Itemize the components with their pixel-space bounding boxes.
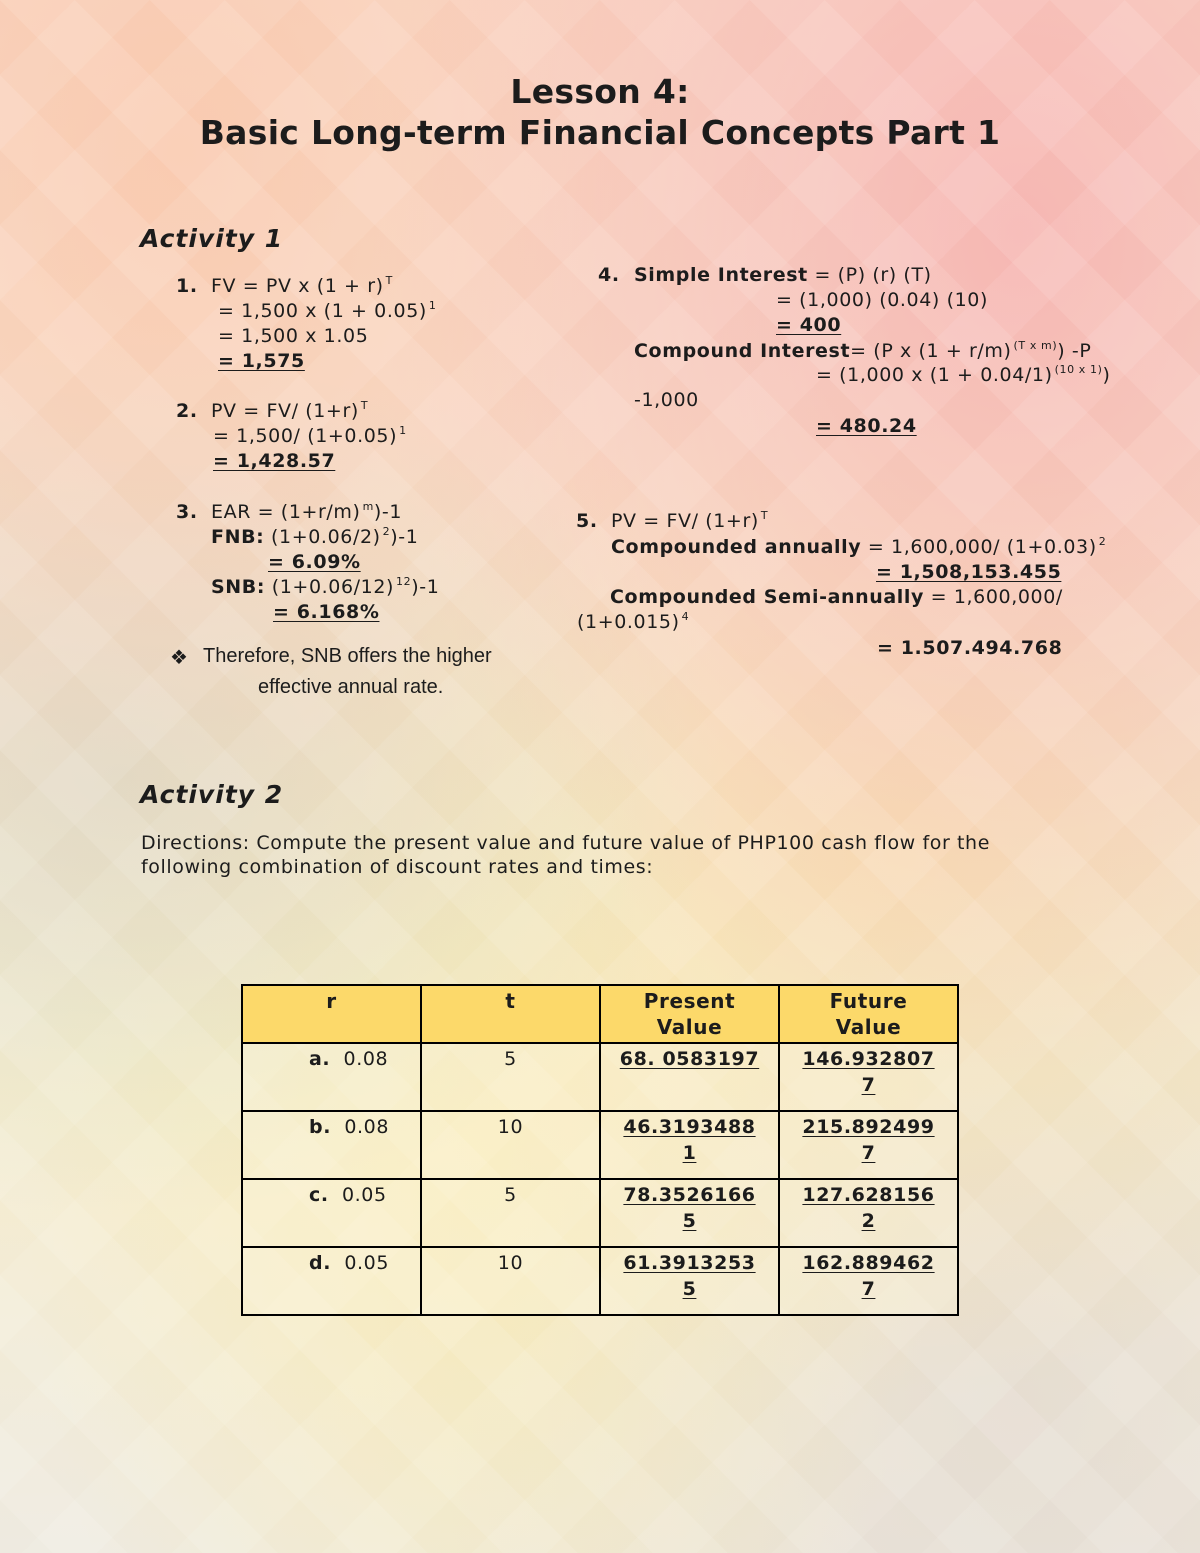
item-1-formula: FV = PV x (1 + r) $^T$: [211, 274, 393, 297]
item-1-substitution: = 1,500 x (1 + 0.05) $^1$: [218, 299, 437, 322]
item-2-number: 2.: [176, 400, 198, 422]
item-3-formula: EAR = (1+r/m) $^m$)-1: [211, 500, 403, 523]
row-c-rate: c. 0.05: [242, 1179, 421, 1247]
item-1-step: = 1,500 x 1.05: [218, 325, 369, 347]
row-c-future-value: 127.628156 2: [779, 1179, 958, 1247]
row-a-future-value: 146.932807 7: [779, 1043, 958, 1111]
row-a-present-value: 68. 0583197: [600, 1043, 779, 1111]
diamond-bullet-icon: ❖: [170, 647, 188, 669]
item-5-number: 5.: [576, 510, 598, 532]
compounded-annually-result: = 1,508,153.455: [876, 561, 1062, 583]
compound-interest-substitution: = (1,000 x (1 + 0.04/1) $^{(10 x 1)}$): [816, 363, 1111, 386]
item-2-substitution: = 1,500/ (1+0.05) $^1$: [213, 424, 407, 447]
compound-interest-result: = 480.24: [816, 415, 917, 437]
item-3-snb-result: = 6.168%: [273, 601, 380, 623]
table-header-row: [242, 985, 958, 1043]
header-t: t: [421, 985, 600, 1043]
row-b-present-value: 46.3193488 1: [600, 1111, 779, 1179]
item-1-result: = 1,575: [218, 350, 305, 372]
header-r: r: [242, 985, 421, 1043]
simple-interest-formula: Simple Interest = (P) (r) (T): [634, 264, 932, 286]
table-row: [242, 1179, 958, 1247]
page-title: Basic Long-term Financial Concepts Part 1: [199, 113, 1001, 152]
pv-fv-table: [241, 984, 959, 1316]
activity-2-heading: Activity 2: [140, 780, 284, 809]
compounded-annually: Compounded annually = 1,600,000/ (1+0.03) $^2$: [611, 535, 1107, 558]
item-3-number: 3.: [176, 501, 198, 523]
simple-interest-result: = 400: [776, 314, 842, 336]
table-row: [242, 1043, 958, 1111]
item-4-number: 4.: [598, 264, 620, 286]
row-b-future-value: 215.892499 7: [779, 1111, 958, 1179]
activity-2-directions: Directions: Compute the present value and future value of PHP100 cash flow for the following combination of discount rates and times:: [141, 832, 990, 878]
row-c-time: 5: [421, 1179, 600, 1247]
activity-1-heading: Activity 1: [140, 224, 284, 253]
row-a-rate: a. 0.08: [242, 1043, 421, 1111]
row-d-time: 10: [421, 1247, 600, 1315]
item-5-formula: PV = FV/ (1+r) $^T$: [611, 509, 769, 532]
compound-interest-minus: -1,000: [634, 389, 699, 411]
item-3-fnb-result: = 6.09%: [268, 551, 361, 573]
row-d-present-value: 61.3913253 5: [600, 1247, 779, 1315]
row-d-rate: d. 0.05: [242, 1247, 421, 1315]
table-row: [242, 1111, 958, 1179]
row-b-time: 10: [421, 1111, 600, 1179]
header-present-value: Present Value: [600, 985, 779, 1043]
item-2-formula: PV = FV/ (1+r) $^T$: [211, 399, 369, 422]
item-3-conclusion-line-1: Therefore, SNB offers the higher: [203, 645, 492, 667]
table-row: [242, 1247, 958, 1315]
compounded-semi-annually: Compounded Semi-annually = 1,600,000/: [610, 586, 1063, 608]
compounded-semi-annually-result: = 1.507.494.768: [877, 637, 1063, 659]
item-3-conclusion-line-2: effective annual rate.: [258, 676, 444, 698]
simple-interest-substitution: = (1,000) (0.04) (10): [776, 289, 988, 311]
header-future-value: Future Value: [779, 985, 958, 1043]
item-3-fnb: FNB: (1+0.06/2) $^2$)-1: [211, 525, 419, 548]
row-d-future-value: 162.889462 7: [779, 1247, 958, 1315]
compound-interest-formula: Compound Interest= (P x (1 + r/m) $^{(T x m)}$) -P: [634, 339, 1092, 362]
item-3-snb: SNB: (1+0.06/12) $^{12}$)-1: [211, 575, 440, 598]
row-c-present-value: 78.3526166 5: [600, 1179, 779, 1247]
row-a-time: 5: [421, 1043, 600, 1111]
compounded-semi-annually-denominator: (1+0.015) $^4$: [577, 610, 690, 633]
lesson-number: Lesson 4:: [510, 72, 690, 111]
item-1-number: 1.: [176, 275, 198, 297]
row-b-rate: b. 0.08: [242, 1111, 421, 1179]
item-2-result: = 1,428.57: [213, 450, 336, 472]
